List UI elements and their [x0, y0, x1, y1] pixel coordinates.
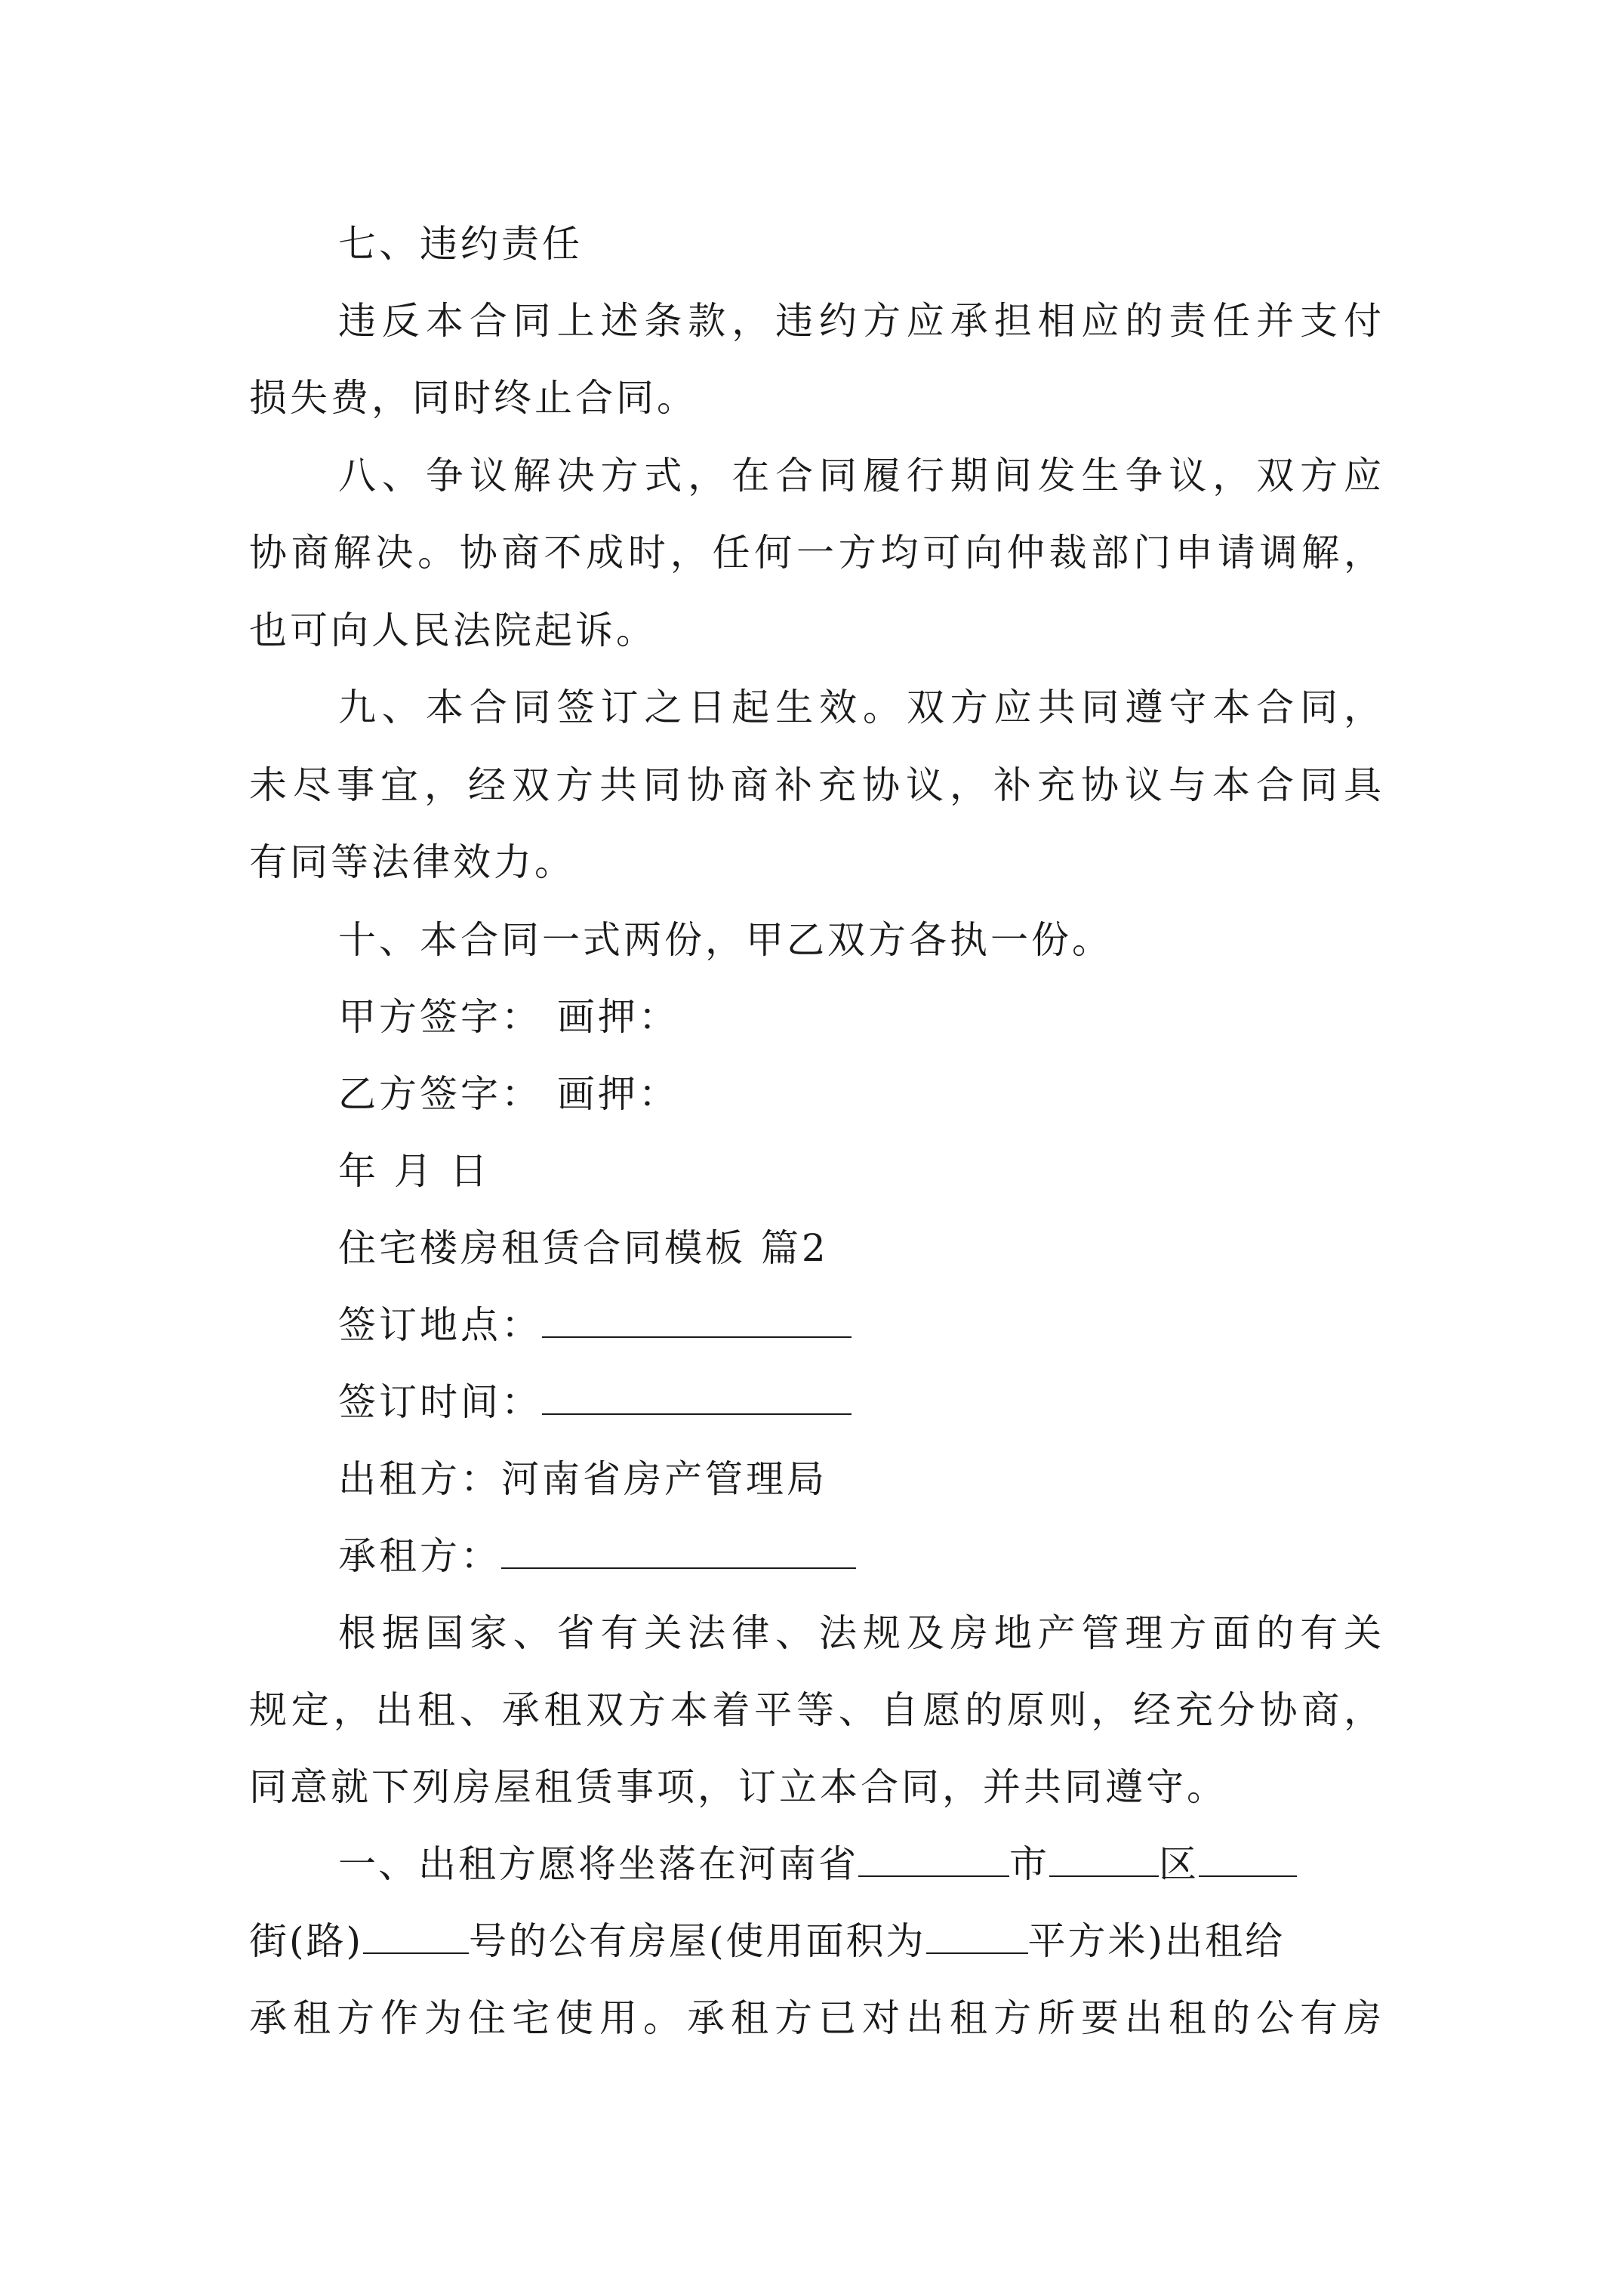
section-8-line: 八、争议解决方式，在合同履行期间发生争议，双方应 — [338, 454, 1381, 498]
district-blank — [1049, 1845, 1159, 1877]
signing-place-label: 签订地点： — [338, 1303, 542, 1347]
section-10-line: 十、本合同一式两份，甲乙双方各执一份。 — [338, 918, 1113, 962]
lessee-line — [338, 1534, 856, 1578]
paragraph-line: 有同等法律效力。 — [249, 840, 575, 884]
signing-time-label: 签订时间： — [338, 1380, 542, 1424]
paragraph-line: 同意就下列房屋租赁事项，订立本合同，并共同遵守。 — [249, 1765, 1227, 1809]
lessor-line: 出租方：河南省房产管理局 — [338, 1457, 827, 1501]
lessee-blank — [501, 1537, 856, 1569]
house-text: 号的公有房屋(使用面积为 — [469, 1919, 926, 1963]
signing-place-blank — [542, 1306, 852, 1338]
paragraph-line: 也可向人民法院起诉。 — [249, 609, 657, 652]
area-blank — [926, 1922, 1028, 1954]
party-a-signature: 甲方签字： 画押： — [338, 995, 679, 1039]
city-label: 市 — [1009, 1842, 1049, 1886]
party-b-signature: 乙方签字： 画押： — [338, 1072, 679, 1116]
preamble-line: 根据国家、省有关法律、法规及房地产管理方面的有关 — [338, 1611, 1381, 1655]
date-line: 年 月 日 — [338, 1149, 491, 1193]
paragraph-line: 损失费，同时终止合同。 — [249, 376, 698, 420]
signing-place-line — [338, 1303, 852, 1347]
section-9-line: 九、本合同签订之日起生效。双方应共同遵守本合同， — [338, 686, 1381, 729]
signing-time-line — [338, 1380, 852, 1424]
paragraph-line — [249, 1919, 1286, 1963]
district-label: 区 — [1159, 1842, 1199, 1886]
paragraph-line: 未尽事宜，经双方共同协商补充协议，补充协议与本合同具 — [249, 763, 1381, 807]
clause-1-text: 一、出租方愿将坐落在河南省 — [338, 1842, 858, 1886]
paragraph-line: 协商解决。协商不成时，任何一方均可向仲裁部门申请调解， — [249, 531, 1381, 575]
template-title: 住宅楼房租赁合同模板 篇2 — [338, 1226, 829, 1270]
area-unit-text: 平方米)出租给 — [1027, 1919, 1286, 1963]
street-blank — [1199, 1845, 1297, 1877]
signing-time-blank — [542, 1383, 852, 1415]
city-blank — [858, 1845, 1009, 1877]
number-blank — [363, 1922, 469, 1954]
section-7-heading: 七、违约责任 — [338, 222, 583, 266]
paragraph-line: 承租方作为住宅使用。承租方已对出租方所要出租的公有房 — [249, 1996, 1381, 2040]
street-label: 街(路) — [249, 1919, 364, 1963]
lessee-label: 承租方： — [338, 1534, 501, 1578]
clause-1-line — [338, 1842, 1297, 1886]
paragraph-line: 违反本合同上述条款，违约方应承担相应的责任并支付 — [338, 299, 1381, 343]
paragraph-line: 规定，出租、承租双方本着平等、自愿的原则，经充分协商， — [249, 1688, 1381, 1732]
